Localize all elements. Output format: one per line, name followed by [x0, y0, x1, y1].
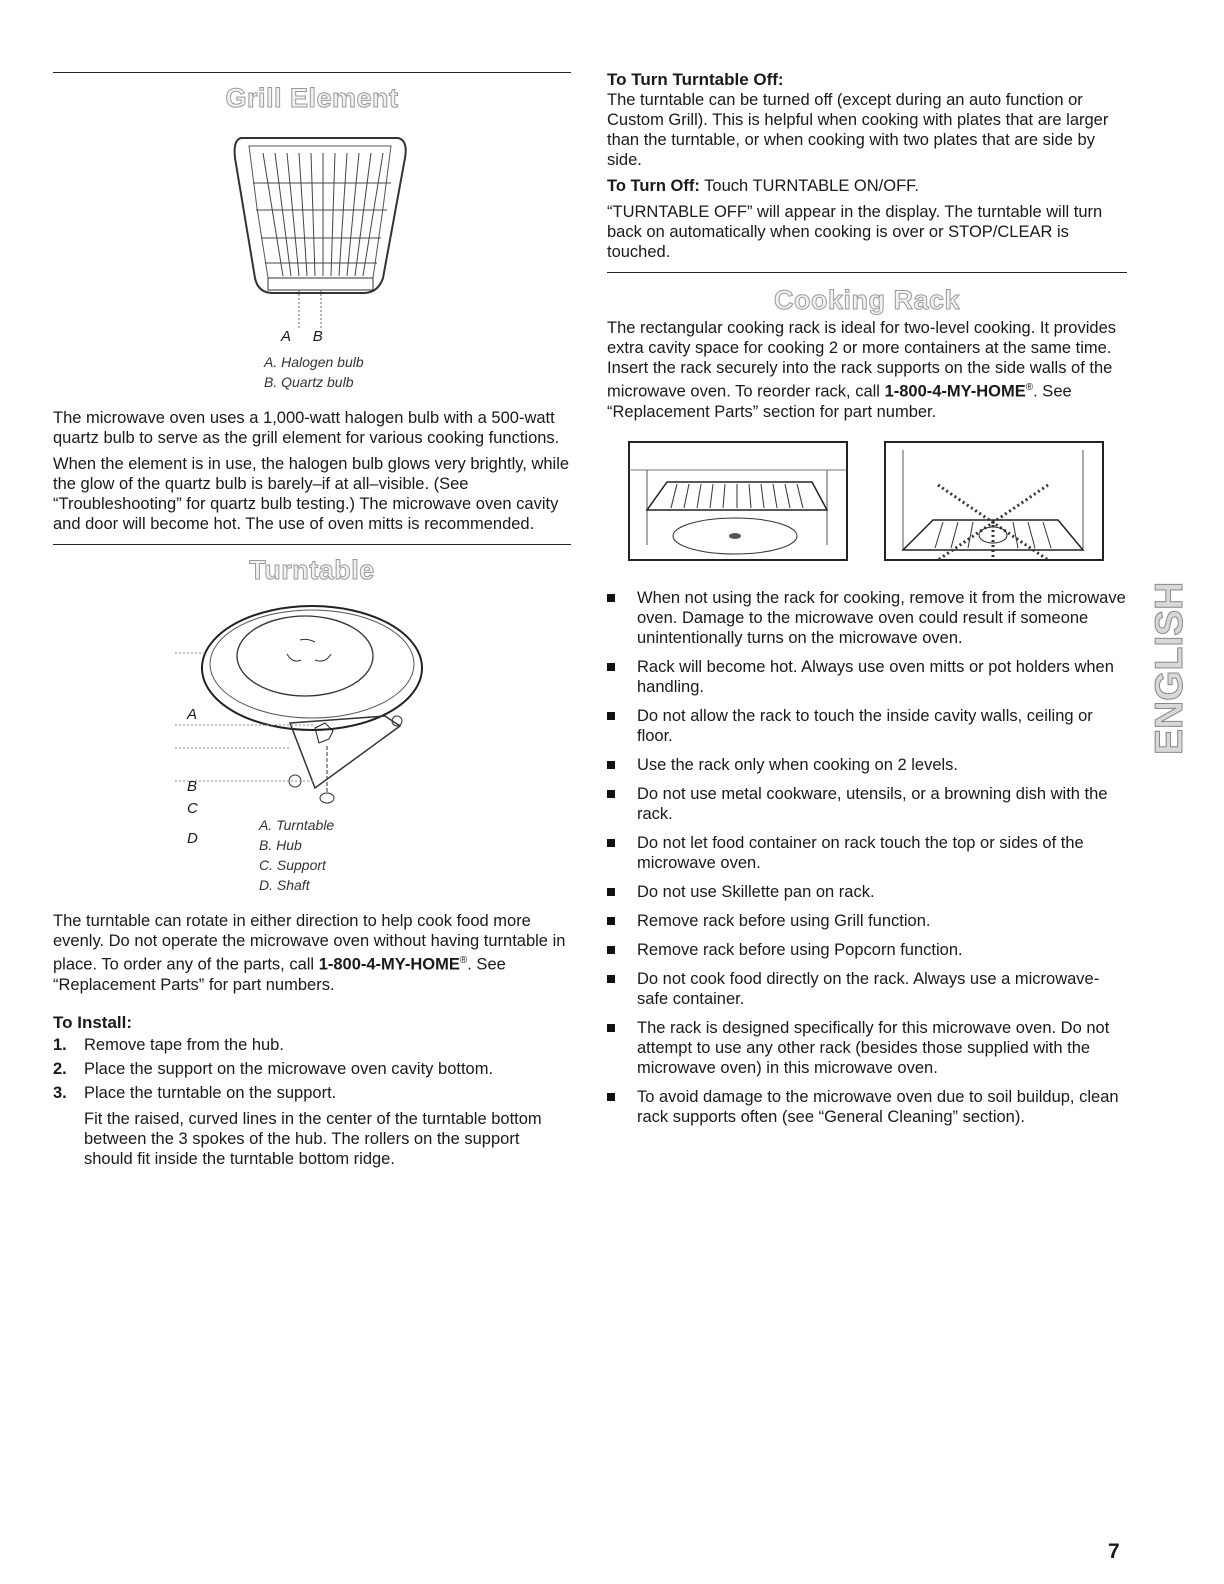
bullet-text: Do not let food container on rack touch the top or sides of the microwave oven. — [637, 833, 1084, 872]
bullet-icon — [607, 1024, 615, 1032]
grill-element-illustration — [223, 128, 423, 328]
grill-paragraph-1: The microwave oven uses a 1,000-watt halogen bulb with a 500-watt quartz bulb to serve as the grill element for various cooking functions. — [53, 409, 560, 447]
grill-caption-a: A. Halogen bulb — [264, 354, 364, 370]
turntable-phone: 1-800-4-MY-HOME — [318, 955, 460, 974]
list-item — [607, 1018, 1127, 1078]
left-column — [53, 62, 571, 1169]
grill-labels — [281, 328, 571, 346]
turntable-off-heading: To Turn Turntable Off: — [607, 70, 784, 89]
turntable-label-a: A — [187, 706, 198, 723]
rack-paragraph — [607, 318, 1127, 422]
list-item — [607, 833, 1127, 873]
turntable-caption-c: C. Support — [259, 857, 326, 873]
grill-element-title: Grill Element — [225, 83, 399, 113]
divider — [53, 544, 571, 545]
bullet-icon — [607, 790, 615, 798]
bullet-text: To avoid damage to the microwave oven due to soil buildup, clean rack supports often (see “General Cleaning” section). — [637, 1087, 1119, 1126]
bullet-text: Do not cook food directly on the rack. Always use a microwave-safe container. — [637, 969, 1100, 1008]
rack-para-after: . See “Replacement Parts” section for part number. — [607, 382, 1072, 421]
bullet-text: Do not allow the rack to touch the inside cavity walls, ceiling or floor. — [637, 706, 1093, 745]
list-item — [607, 911, 1127, 931]
step-number: 3. — [53, 1083, 67, 1102]
rack-reg: ® — [1025, 382, 1034, 393]
rack-para-before: The rectangular cooking rack is ideal for two-level cooking. It provides extra cavity space for cooking 2 or more containers at the same time. Insert the rack securely into the rack supports on the side walls of the microwave oven. To reorder rack, call — [607, 319, 1116, 401]
turntable-label-b: B — [187, 778, 198, 795]
step-number: 2. — [53, 1059, 67, 1078]
list-item — [607, 588, 1127, 648]
install-heading: To Install: — [53, 1012, 133, 1032]
list-item — [607, 940, 1127, 960]
cooking-rack-title: Cooking Rack — [773, 285, 961, 315]
grill-caption-b: B. Quartz bulb — [264, 374, 354, 390]
turntable-paragraph — [53, 911, 571, 995]
turntable-illustration — [175, 598, 435, 813]
bullet-icon — [607, 917, 615, 925]
install-steps — [53, 1035, 571, 1103]
turntable-off-paragraph-3: “TURNTABLE OFF” will appear in the display. The turntable will turn back on automatically when cooking is over or STOP/CLEAR is touched. — [607, 203, 1103, 261]
turn-off-label: To Turn Off: — [607, 177, 700, 195]
page-number: 7 — [1108, 1540, 1120, 1563]
bullet-icon — [607, 888, 615, 896]
turntable-para-after: . See “Replacement Parts” for part numbers. — [53, 955, 506, 994]
step-text: Remove tape from the hub. — [84, 1035, 284, 1054]
list-item — [607, 882, 1127, 902]
turn-off-text: Touch TURNTABLE ON/OFF. — [699, 177, 919, 195]
turntable-para-before: The turntable can rotate in either direction to help cook food more evenly. Do not operate the microwave oven without having turntable in place. To order any of the parts, call — [53, 912, 566, 974]
bullet-icon — [607, 663, 615, 671]
turntable-label-c: C — [187, 800, 198, 817]
step3-note: Fit the raised, curved lines in the center of the turntable bottom between the 3 spokes of the hub. The rollers on the support should fit inside the turntable bottom ridge. — [84, 1109, 542, 1168]
turn-off-instruction — [607, 176, 1127, 196]
bullet-text: Use the rack only when cooking on 2 levels. — [637, 755, 959, 774]
list-item — [607, 1087, 1127, 1127]
step-text: Place the turntable on the support. — [84, 1083, 337, 1102]
bullet-icon — [607, 1093, 615, 1101]
turntable-caption-b: B. Hub — [259, 837, 302, 853]
bullet-icon — [607, 975, 615, 983]
bullet-text: Rack will become hot. Always use oven mitts or pot holders when handling. — [637, 657, 1114, 696]
turntable-label-d: D — [187, 830, 198, 847]
bullet-text: When not using the rack for cooking, remove it from the microwave oven. Damage to the microwave oven could result if someone unintentionally turns on the microwave oven. — [637, 588, 1126, 647]
bullet-icon — [607, 712, 615, 720]
list-item — [607, 706, 1127, 746]
turntable-caption-d: D. Shaft — [259, 877, 310, 893]
rack-side-view-illustration — [627, 440, 849, 562]
bullet-icon — [607, 594, 615, 602]
bullet-icon — [607, 946, 615, 954]
turntable-off-paragraph-1: The turntable can be turned off (except during an auto function or Custom Grill). This is helpful when cooking with plates that are larger than the turntable, or when cooking with two plates that are side by side. — [607, 91, 1109, 169]
rack-top-view-illustration — [883, 440, 1105, 562]
bullet-text: The rack is designed specifically for this microwave oven. Do not attempt to use any other rack (besides those supplied with the microwave oven) in this microwave oven. — [637, 1018, 1110, 1077]
rack-phone: 1-800-4-MY-HOME — [884, 382, 1026, 401]
bullet-text: Do not use Skillette pan on rack. — [637, 882, 875, 901]
list-item — [607, 784, 1127, 824]
step-text: Place the support on the microwave oven cavity bottom. — [84, 1059, 494, 1078]
rack-illustrations — [627, 440, 1127, 562]
list-item — [53, 1035, 571, 1055]
step-number: 1. — [53, 1035, 67, 1054]
list-item — [53, 1059, 571, 1079]
rack-bullet-list — [607, 588, 1127, 1127]
grill-label-a: A — [281, 328, 291, 345]
bullet-icon — [607, 839, 615, 847]
divider — [53, 72, 571, 73]
turntable-caption-a: A. Turntable — [259, 817, 335, 833]
list-item — [607, 755, 1127, 775]
bullet-text: Remove rack before using Popcorn function. — [637, 940, 963, 959]
grill-paragraph-2: When the element is in use, the halogen bulb glows very brightly, while the glow of the quartz bulb is barely–if at all–visible. (See “Troubleshooting” for quartz bulb testing.) The microwave oven cavity and door will become hot. The use of oven mitts is recommended. — [53, 455, 570, 533]
language-side-tab: ENGLISH — [1148, 581, 1191, 755]
turntable-title: Turntable — [249, 555, 375, 585]
list-item — [607, 657, 1127, 697]
divider — [607, 272, 1127, 273]
bullet-text: Remove rack before using Grill function. — [637, 911, 931, 930]
turntable-reg: ® — [459, 955, 468, 966]
bullet-text: Do not use metal cookware, utensils, or a browning dish with the rack. — [637, 784, 1108, 823]
right-column — [607, 62, 1127, 1136]
bullet-icon — [607, 761, 615, 769]
turntable-labels — [187, 706, 198, 848]
list-item — [607, 969, 1127, 1009]
list-item — [53, 1083, 571, 1103]
grill-label-b: B — [312, 328, 323, 345]
